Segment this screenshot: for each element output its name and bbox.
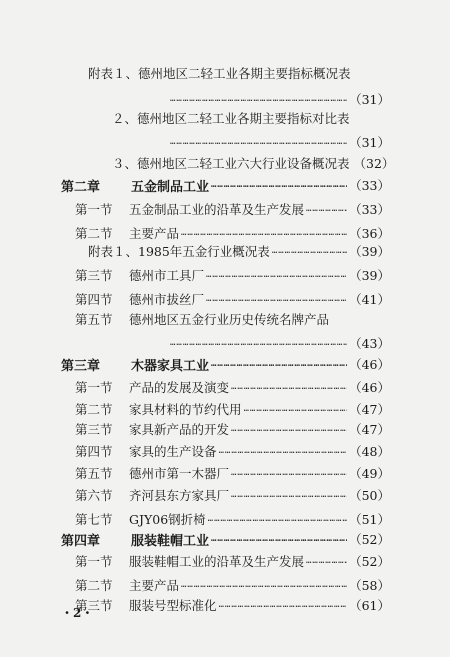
toc-entry-label xyxy=(75,378,229,396)
entry-title: 产品的发展及演变 xyxy=(129,380,230,395)
page-number: （32） xyxy=(353,156,395,171)
page-number: （31） xyxy=(349,135,390,150)
dot-leader xyxy=(219,594,348,616)
dot-leader xyxy=(170,131,347,153)
toc-entry-label xyxy=(112,154,350,172)
entry-title: 木器家具工业 xyxy=(131,358,210,374)
entry-title: 五金制品工业的沿革及生产发展 xyxy=(129,202,305,217)
page-number: （48） xyxy=(349,444,390,459)
toc-entry-label xyxy=(88,64,351,82)
entry-title: 服装鞋帽工业的沿革及生产发展 xyxy=(129,554,305,569)
toc-leader-row xyxy=(168,332,390,354)
page-folio: ・2・ xyxy=(61,606,94,620)
toc-entry-label xyxy=(75,464,229,482)
dot-leader xyxy=(206,264,347,286)
toc-entry-label xyxy=(75,400,242,418)
entry-title: 家具的生产设备 xyxy=(129,444,217,459)
chapter-number: 第二章 xyxy=(61,179,101,195)
toc-entry-label xyxy=(75,576,179,594)
toc-chapter-row xyxy=(61,353,390,375)
page-number: （58） xyxy=(349,578,390,593)
entry-title: 服装鞋帽工业 xyxy=(131,533,210,549)
toc-chapter-row xyxy=(61,174,390,196)
toc-entry-row xyxy=(75,508,390,530)
page-number: （33） xyxy=(349,202,390,217)
toc-entry-row xyxy=(75,418,390,440)
toc-entry-row xyxy=(75,198,390,220)
toc-chapter-row xyxy=(61,528,390,550)
dot-leader xyxy=(170,332,347,354)
entry-title: 家具新产品的开发 xyxy=(129,422,230,437)
dot-leader xyxy=(211,353,347,375)
page-number: （41） xyxy=(349,292,390,307)
page-number: （31） xyxy=(349,92,390,107)
dot-leader xyxy=(211,174,347,196)
entry-title: 家具材料的节约代用 xyxy=(129,402,242,417)
page-number: （52） xyxy=(349,554,390,569)
entry-title: 附表１、德州地区二轻工业各期主要指标概况表 xyxy=(88,66,351,81)
entry-title: 德州市拔丝厂 xyxy=(129,292,205,307)
toc-entry-row xyxy=(75,462,390,484)
page-number: （52） xyxy=(349,532,390,547)
page-number: （47） xyxy=(349,402,390,417)
toc-entry-label xyxy=(75,596,217,614)
dot-leader xyxy=(306,550,347,572)
entry-title: GJY06钢折椅 xyxy=(129,512,206,527)
page-number: （49） xyxy=(349,466,390,481)
dot-leader xyxy=(181,574,347,596)
toc-entry-row xyxy=(75,574,390,596)
page-number: （39） xyxy=(349,244,390,259)
entry-title: 德州市第一木器厂 xyxy=(129,466,230,481)
section-number: 第二节 xyxy=(75,402,113,417)
toc-entry-label xyxy=(112,109,350,127)
entry-title: 附表１、1985年五金行业概况表 xyxy=(88,244,270,259)
dot-leader xyxy=(244,398,348,420)
chapter-number: 第三章 xyxy=(61,358,101,374)
page-number: （33） xyxy=(349,178,390,193)
toc-entry-label xyxy=(75,486,229,504)
toc-entry-row xyxy=(112,107,350,129)
section-number: 第三节 xyxy=(75,422,113,437)
section-number: 第一节 xyxy=(75,380,113,395)
entry-title: 服装号型标准化 xyxy=(129,598,217,613)
toc-entry-row xyxy=(75,594,390,616)
toc-entry-row xyxy=(75,376,390,398)
toc-entry-row xyxy=(88,62,351,84)
toc-entry-row xyxy=(75,484,390,506)
entry-title: 五金制品工业 xyxy=(131,179,210,195)
page-number: （51） xyxy=(349,512,390,527)
toc-entry-row xyxy=(75,308,329,330)
toc-entry-label xyxy=(88,242,270,260)
entry-title: ３、德州地区二轻工业六大行业设备概况表 xyxy=(112,156,350,171)
page-number: （43） xyxy=(349,336,390,351)
toc-entry-label xyxy=(61,355,209,374)
section-number: 第四节 xyxy=(75,444,113,459)
dot-leader xyxy=(219,440,348,462)
toc-entry-label xyxy=(75,290,204,308)
section-number: 第一节 xyxy=(75,202,113,217)
entry-title: 齐河县东方家具厂 xyxy=(129,488,230,503)
toc-entry-label xyxy=(75,420,229,438)
section-number: 第七节 xyxy=(75,512,113,527)
toc-entry-row xyxy=(75,398,390,420)
toc-entry-label xyxy=(75,310,329,328)
entry-title: 德州地区五金行业历史传统名牌产品 xyxy=(129,312,330,327)
dot-leader xyxy=(206,288,347,310)
section-number: 第一节 xyxy=(75,554,113,569)
chapter-number: 第四章 xyxy=(61,533,101,549)
page-number: （46） xyxy=(349,357,390,372)
page-number: （50） xyxy=(349,488,390,503)
toc-entry-row xyxy=(75,440,390,462)
toc-entry-label xyxy=(75,200,304,218)
toc-leader-row xyxy=(168,131,390,153)
dot-leader xyxy=(208,508,347,530)
toc-entry-label xyxy=(61,530,209,549)
section-number: 第三节 xyxy=(75,598,113,613)
toc-entry-row xyxy=(75,550,390,572)
entry-title: 主要产品 xyxy=(129,226,180,241)
toc-entry-label xyxy=(61,176,209,195)
page-number: （61） xyxy=(349,598,390,613)
section-number: 第五节 xyxy=(75,466,113,481)
page-number: （47） xyxy=(349,422,390,437)
toc-entry-label xyxy=(75,552,304,570)
toc-entry-row xyxy=(112,152,395,174)
dot-leader xyxy=(306,198,347,220)
toc-entry-row xyxy=(75,288,390,310)
dot-leader xyxy=(231,462,347,484)
toc-entry-row xyxy=(88,240,390,262)
entry-title: 主要产品 xyxy=(129,578,180,593)
section-number: 第二节 xyxy=(75,226,113,241)
toc-entry-label xyxy=(75,510,206,528)
section-number: 第三节 xyxy=(75,268,113,283)
dot-leader xyxy=(231,484,347,506)
section-number: 第五节 xyxy=(75,312,113,327)
dot-leader xyxy=(231,376,347,398)
dot-leader xyxy=(272,240,347,262)
section-number: 第六节 xyxy=(75,488,113,503)
entry-title: ２、德州地区二轻工业各期主要指标对比表 xyxy=(112,111,350,126)
section-number: 第四节 xyxy=(75,292,113,307)
toc-entry-label xyxy=(75,442,217,460)
entry-title: 德州市工具厂 xyxy=(129,268,205,283)
page-number: （36） xyxy=(349,226,390,241)
toc-entry-row xyxy=(75,264,390,286)
page-number: （39） xyxy=(349,268,390,283)
section-number: 第二节 xyxy=(75,578,113,593)
dot-leader xyxy=(211,528,347,550)
page-number: （46） xyxy=(349,380,390,395)
dot-leader xyxy=(231,418,347,440)
toc-entry-label xyxy=(75,266,204,284)
